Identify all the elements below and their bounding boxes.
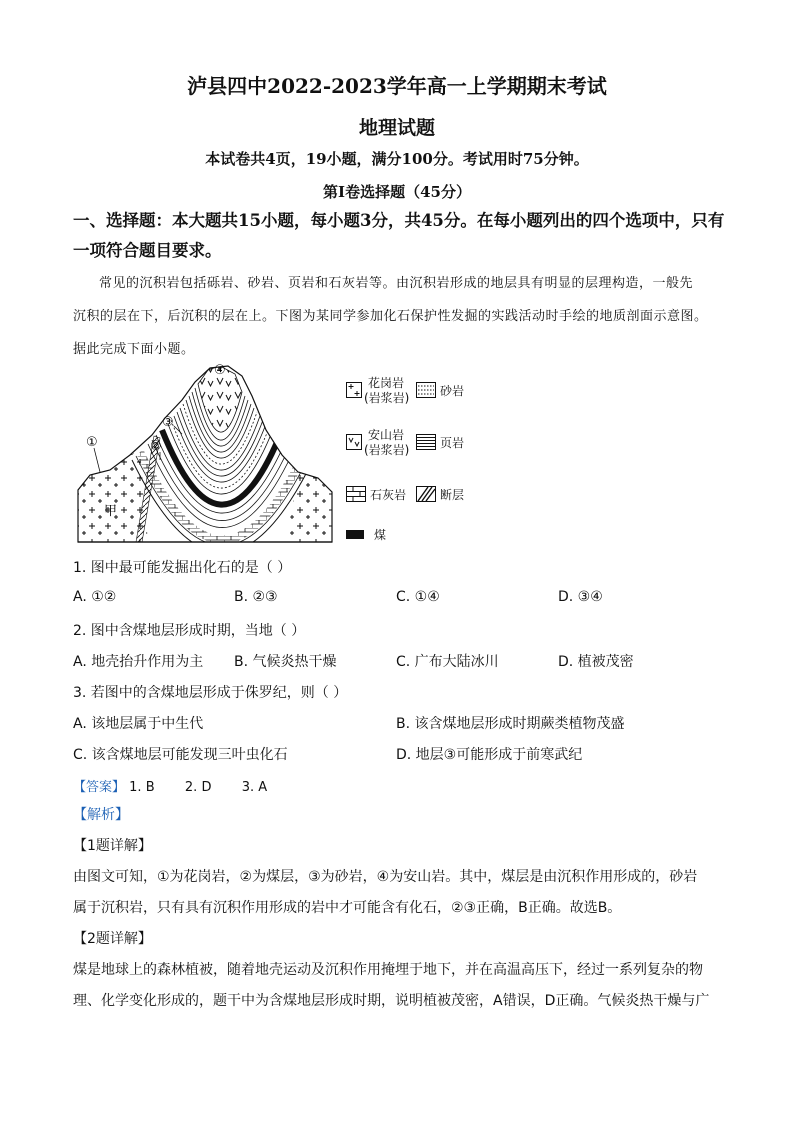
question-1-option-b: B. ②③ — [234, 589, 278, 605]
sandstone-swatch — [416, 382, 436, 398]
region-label: 甲 — [104, 504, 118, 519]
answer-1: 1. B — [129, 780, 155, 795]
intro-line3: 据此完成下面小题。 — [73, 342, 195, 357]
detail-1-line2: 属于沉积岩，只有具有沉积作用形成的岩中才可能含有化石，②③正确，B正确。故选B。 — [73, 900, 622, 916]
question-2-option-c: C. 广布大陆冰川 — [396, 654, 499, 670]
question-2-stem: 2. 图中含煤地层形成时期，当地（ ） — [73, 623, 306, 639]
shale-swatch — [416, 434, 436, 450]
answer-3: 3. A — [241, 780, 268, 795]
section-heading-line1: 一、选择题：本大题共15小题，每小题3分，共45分。在每小题列出的四个选项中，只有 — [73, 211, 725, 230]
legend-andesite: 安山岩 — [368, 428, 405, 442]
section-heading-line2: 一项符合题目要求。 — [73, 241, 222, 260]
marker-2: ② — [150, 439, 162, 454]
answer-label: 【答案】 — [73, 780, 126, 795]
intro-paragraph — [73, 267, 733, 366]
answer-2: 2. D — [184, 780, 212, 795]
legend-andesite-note: (岩浆岩) — [364, 443, 410, 457]
question-2-option-b: B. 气候炎热干燥 — [234, 654, 337, 670]
detail-1-title: 【1题详解】 — [73, 838, 152, 854]
section-heading — [73, 206, 733, 266]
marker-1: ① — [86, 435, 98, 450]
question-3-option-d: D. 地层③可能形成于前寒武纪 — [396, 747, 583, 763]
exam-title: 泸县四中2022-2023学年高一上学期期末考试 — [187, 74, 607, 98]
part-heading: 第Ⅰ卷选择题（45分） — [323, 183, 471, 201]
marker-3: ③ — [162, 415, 174, 430]
legend-fault: 断层 — [440, 488, 465, 502]
question-3-stem: 3. 若图中的含煤地层形成于侏罗纪，则（ ） — [73, 685, 348, 701]
geologic-section-figure — [70, 360, 342, 550]
legend-granite-note: (岩浆岩) — [364, 391, 410, 405]
exam-subtitle: 地理试题 — [358, 117, 435, 139]
figure-legend — [344, 372, 484, 542]
granite-swatch — [346, 382, 362, 398]
question-1-option-d: D. ③④ — [558, 589, 603, 605]
question-1-option-a: A. ①② — [73, 589, 117, 605]
question-1-stem: 1. 图中最可能发掘出化石的是（ ） — [73, 560, 292, 576]
question-3-option-b: B. 该含煤地层形成时期蕨类植物茂盛 — [396, 716, 625, 732]
legend-sandstone: 砂岩 — [440, 384, 465, 398]
question-1-option-c: C. ①④ — [396, 589, 440, 605]
analysis-block — [73, 800, 723, 1017]
coal-swatch — [346, 530, 364, 539]
question-2-option-a: A. 地壳抬升作用为主 — [73, 654, 204, 670]
question-3-option-c: C. 该含煤地层可能发现三叶虫化石 — [73, 747, 288, 763]
fault-swatch — [416, 486, 436, 502]
andesite-swatch — [346, 434, 362, 450]
analysis-label: 【解析】 — [73, 807, 129, 823]
answer-line — [73, 776, 267, 795]
intro-line2: 沉积的层在下，后沉积的层在上。下图为某同学参加化石保护性发掘的实践活动时手绘的地质剖面示意图。 — [73, 309, 708, 324]
detail-2-line2: 理、化学变化形成的，题干中为含煤地层形成时期，说明植被茂密，A错误，D正确。气候炎热干燥与广 — [73, 993, 710, 1009]
question-2-option-d: D. 植被茂密 — [558, 654, 634, 670]
legend-granite: 花岗岩 — [368, 376, 405, 390]
detail-1-line1: 由图文可知，①为花岗岩，②为煤层，③为砂岩，④为安山岩。其中，煤层是由沉积作用形成的，砂岩 — [73, 869, 698, 885]
question-3-option-a: A. 该地层属于中生代 — [73, 716, 204, 732]
intro-line1: 常见的沉积岩包括砾岩、砂岩、页岩和石灰岩等。由沉积岩形成的地层具有明显的层理构造，一般先 — [99, 276, 694, 291]
detail-2-line1: 煤是地球上的森林植被，随着地壳运动及沉积作用掩埋于地下，并在高温高压下，经过一系列复杂的物 — [73, 962, 703, 978]
legend-limestone: 石灰岩 — [370, 488, 407, 502]
legend-shale: 页岩 — [440, 436, 465, 450]
detail-2-title: 【2题详解】 — [73, 931, 152, 947]
limestone-swatch — [346, 486, 366, 502]
marker-4: ④ — [214, 363, 226, 378]
exam-info: 本试卷共4页，19小题，满分100分。考试用时75分钟。 — [205, 150, 589, 168]
legend-coal: 煤 — [374, 528, 387, 542]
